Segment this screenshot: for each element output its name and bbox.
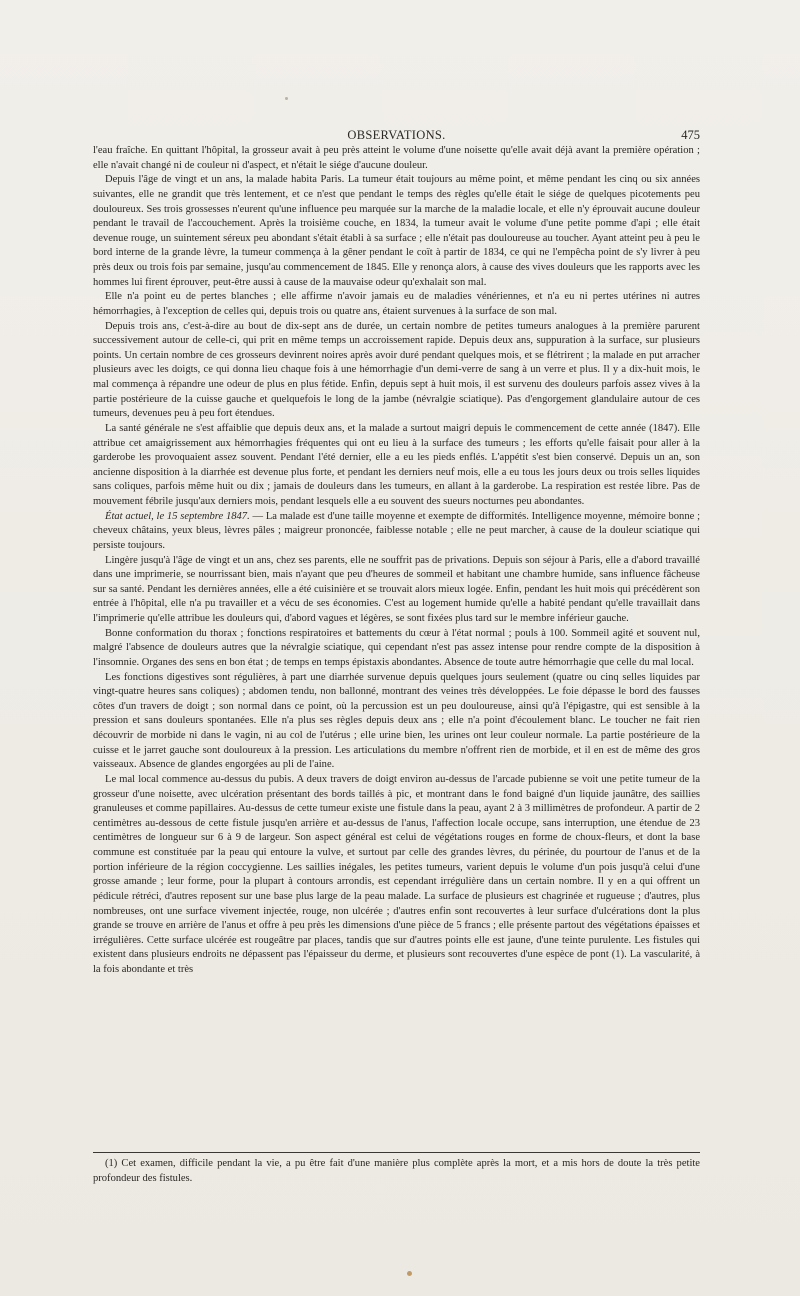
paragraph: Elle n'a point eu de pertes blanches ; elle affirme n'avoir jamais eu de maladies vénériennes, et n'a eu ni pertes utérines ni autres hémorrhagies, à l'exception de celles qui, depuis trois ou quatre ans, étaient survenues à la surface de son mal. <box>93 291 700 317</box>
footnote-divider <box>93 1152 700 1153</box>
footnote <box>93 1157 700 1186</box>
paragraph: Lingère jusqu'à l'âge de vingt et un ans, chez ses parents, elle ne souffrit pas de privations. Depuis son séjour à Paris, elle a d'abord travaillé dans une imprimerie, se nourrissant bien, mais n'ayant que peu d'heures de sommeil et habitant une chambre humide, sans influence fâcheuse sur sa santé. Pendant les dernières années, elle a été cuisinière et se trouvait alors mieux logée. Enfin, pendant les huit mois qui précédèrent son entrée à l'hôpital, elle n'a pu travailler et a vécu de ses économies. C'est au logement humide qu'elle a habité pendant qu'elle travaillait dans l'imprimerie qu'elle attribue les douleurs qui, d'abord vagues et légères, se sont fixées plus tard sur le membre inférieur gauche. <box>93 554 700 624</box>
running-title: OBSERVATIONS. <box>347 128 446 142</box>
page-number: 475 <box>681 128 700 142</box>
page-header <box>93 128 700 144</box>
etat-actuel-heading: État actuel, le 15 septembre 1847. <box>105 510 250 522</box>
paragraph: La santé générale ne s'est affaiblie que depuis deux ans, et la malade a surtout maigri depuis le commencement de cette année (1847). Elle attribue cet amaigrissement aux hémorrhagies fréquentes qui ont eu lieu à la surface des tumeurs ; les efforts qu'elle faisait pour aller à la garderobe les provoquaient assez souvent. Pendant l'été dernier, elle a eu les pieds enflés. L'appétit s'est bien conservé. Depuis un an, son ancienne disposition à la diarrhée est devenue plus forte, et pendant les derniers neuf mois, elle a eu tous les jours deux ou trois selles liquides sans coliques, parfois même huit ou dix ; jamais de douleurs dans les tumeurs, en allant à la garderobe. La respiration est restée libre. Pas de mouvement fébrile jusqu'aux derniers mois, pendant lesquels elle a eu souvent des sueurs nocturnes peu abondantes. <box>93 422 700 507</box>
footnote-text: (1) Cet examen, difficile pendant la vie, a pu être fait d'une manière plus complète après la mort, et a mis hors de doute la très petite profondeur des fistules. <box>93 1158 700 1184</box>
paper-speck <box>285 97 288 100</box>
paragraph: Les fonctions digestives sont régulières, à part une diarrhée survenue depuis quelques jours seulement (quatre ou cinq selles liquides par vingt-quatre heures sans coliques) ; abdomen tendu, non ballonné, montrant des veines très développées. Le foie dépasse le bord des fausses côtes d'un travers de doigt ; son normal dans ce point, où la percussion est un peu douloureuse, ainsi qu'à l'épigastre, qui est sensible à la pression et sans douleurs spontanées. Elle n'a plus ses règles depuis deux ans ; elle n'a point d'écoulement blanc. Le toucher ne fait rien découvrir de morbide ni dans le vagin, ni au col de l'utérus ; elle urine bien, les urines ont leur couleur normale. La partie postérieure de la cuisse et le jarret gauche sont douloureux à la pression. Les articulations du membre n'offrent rien de morbide, et il en est de même des gros vaisseaux. Absence de glandes engorgées au pli de l'aine. <box>93 671 700 771</box>
paragraph: Le mal local commence au-dessus du pubis. A deux travers de doigt environ au-dessus de l'arcade pubienne se voit une petite tumeur de la grosseur d'une noisette, avec ulcération présentant des bords taillés à pic, et montrant dans le fond baigné d'un liquide jaunâtre, des saillies granuleuses et comme papillaires. Au-dessus de cette tumeur existe une fistule dans la peau, ayant 2 à 3 millimètres de profondeur. A partir de 2 centimètres au-dessous de cette fistule jusqu'en arrière et au-dessus de l'anus, l'affection locale occupe, sans interruption, une étendue de 23 centimètres de longueur sur 6 à 9 de largeur. Son aspect général est celui de végétations rouges en forme de choux-fleurs, et dont la base commune est constituée par la peau qui entoure la vulve, et surtout par celle des grandes lèvres, du périnée, du pourtour de l'anus et de la portion inférieure de la région coccygienne. Les saillies inégales, les petites tumeurs, varient depuis le volume d'un pois jusqu'à celui d'une grosse amande ; leur forme, pour la plupart à contours arrondis, est cependant irrégulière dans un certain nombre. Il y en a qui offrent un pédicule rétréci, d'autres reposent sur une base plus large de la peau malade. La surface de plusieurs est chagrinée et rugueuse ; d'autres, plus nombreuses, ont une surface vivement injectée, rouge, non ulcérée ; d'autres enfin sont recouvertes à leur surface d'ulcérations dont la plus grande se trouve en arrière de l'anus et offre à peu près les dimensions d'une pièce de 5 francs ; elle présente partout des végétations épaisses et irrégulières. Cette surface ulcérée est rougeâtre par places, tandis que sur d'autres points elle est jaune, d'une teinte purulente. Les fistules qui existent dans plusieurs endroits ne dépassent pas l'épaisseur du derme, et plusieurs sont recouvertes d'une espèce de pont (1). La vascularité, à la fois abondante et très <box>93 773 700 975</box>
ink-stain <box>407 1271 412 1276</box>
paragraph: l'eau fraîche. En quittant l'hôpital, la grosseur avait à peu près atteint le volume d'une noisette qu'elle avait déjà avant la première opération ; elle n'avait changé ni de couleur ni d'aspect, et n'était le siége d'aucune douleur. <box>93 145 700 171</box>
paragraph: Depuis trois ans, c'est-à-dire au bout de dix-sept ans de durée, un certain nombre de petites tumeurs analogues à la première parurent successivement autour de celle-ci, qui prit en même temps un accroissement rapide. Depuis deux ans, suppuration à la surface, sur plusieurs points. Un certain nombre de ces grosseurs devinrent noires après avoir duré pendant quelques mois, et se flétrirent ; la malade en put arracher plusieurs avec les doigts, ce qui donna lieu chaque fois à une hémorrhagie d'un demi-verre de sang à un verre et plus. Il y a dix-huit mois, le mal commença à répandre une odeur de plus en plus fétide. Enfin, depuis sept à huit mois, il est survenu des douleurs parfois assez vives à la partie postérieure de la cuisse gauche et quelquefois le long de la jambe (névralgie sciatique). Pas d'engorgement glandulaire autour de ces tumeurs, devenues peu à peu fort étendues. <box>93 320 700 420</box>
etat-actuel-paragraph <box>93 510 700 554</box>
paragraph: Depuis l'âge de vingt et un ans, la malade habita Paris. La tumeur était toujours au même point, et même pendant les cinq ou six années suivantes, elle ne grandit que très lentement, et ce n'est que pendant le temps des règles qu'elle était le siége de quelques picotements peu douloureux. Ses trois grossesses n'eurent qu'une influence peu marquée sur la marche de la maladie locale, et elle n'y éprouvait aucune douleur pendant le travail de l'accouchement. Après la troisième couche, en 1834, la tumeur avait le volume d'une petite pomme d'api ; elle était devenue rouge, un suintement séreux peu abondant s'était établi à sa surface ; elle n'était pas douloureuse au toucher. Ayant atteint peu à peu le bord interne de la grande lèvre, la tumeur commença à la gêner pendant le coït à partir de 1834, ce qui ne l'empêcha point de s'y livrer à peu près deux ou trois fois par semaine, jusqu'au commencement de 1845. Elle y renonça alors, à cause des vives douleurs que les rapports avec les hommes lui firent éprouver, peut-être aussi à cause de la mauvaise odeur qu'exhalait son mal. <box>93 174 700 288</box>
paragraph: Bonne conformation du thorax ; fonctions respiratoires et battements du cœur à l'état normal ; pouls à 100. Sommeil agité et souvent nul, malgré l'absence de douleurs autres que la névralgie sciatique, qui cependant n'est pas assez intense pour rendre compte de la disposition à l'insomnie. Organes des sens en bon état ; de temps en temps épistaxis abondantes. Absence de toute autre hémorrhagie que celle du mal local. <box>93 627 700 668</box>
etat-actuel-text: — La malade est d'une taille moyenne et exempte de difformités. Intelligence moyenne, mémoire bonne ; cheveux châtains, yeux bleus, lèvres pâles ; maigreur prononcée, faiblesse notable ; elle ne peut marcher, à cause de la douleur sciatique qui persiste toujours. <box>93 510 700 551</box>
body-text <box>93 144 700 978</box>
